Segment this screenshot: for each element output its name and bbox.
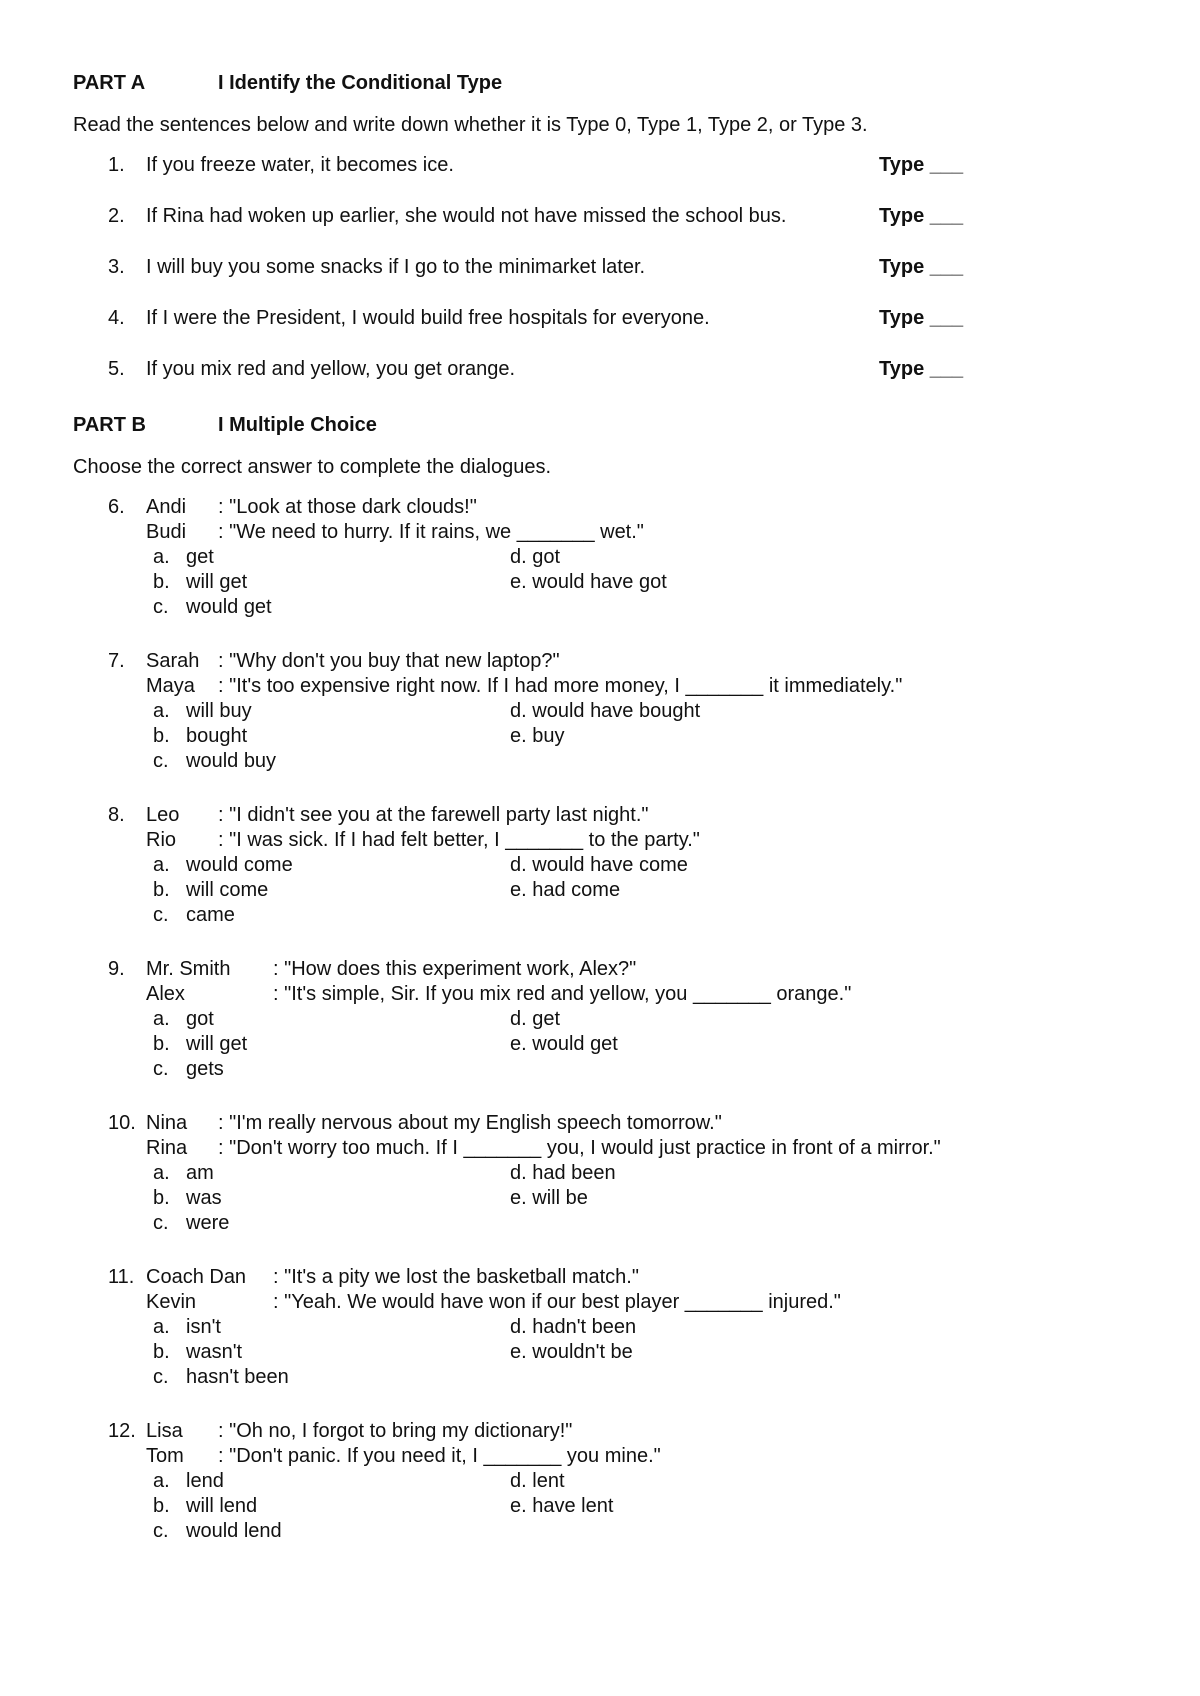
option-d[interactable] [510, 546, 560, 569]
speaker-name: Sarah [146, 650, 200, 672]
part-b-heading [73, 414, 1133, 440]
option-text: wasn't [186, 1341, 243, 1363]
item-sentence: If I were the President, I would build free hospitals for everyone. [146, 307, 710, 329]
option-text: would have got [532, 571, 667, 593]
dialogue-line: : "It's a pity we lost the basketball match." [273, 1266, 639, 1288]
option-text: am [186, 1162, 214, 1184]
option-a[interactable] [153, 700, 252, 723]
option-letter: e. [510, 1187, 533, 1209]
option-text: will buy [186, 700, 252, 722]
option-text: were [186, 1212, 230, 1234]
option-text: gets [186, 1058, 224, 1080]
question-number: 12. [108, 1420, 136, 1442]
item-number: 3. [108, 256, 125, 278]
part-b-section [73, 414, 1133, 1574]
question-number: 6. [108, 496, 125, 518]
speaker-name: Lisa [146, 1420, 183, 1442]
speaker-name: Alex [146, 983, 185, 1005]
option-letter: c. [153, 596, 169, 618]
option-c[interactable] [153, 596, 272, 619]
option-d[interactable] [510, 1008, 560, 1031]
item-number: 5. [108, 358, 125, 380]
option-a[interactable] [153, 1316, 221, 1339]
question-block [73, 958, 1133, 1112]
dialogue-line: : "Don't worry too much. If I _______ you, I would just practice in front of a mirror." [218, 1137, 941, 1159]
part-a-title: I Identify the Conditional Type [218, 72, 503, 94]
option-text: buy [532, 725, 565, 747]
part-a-item [73, 307, 1133, 333]
item-number: 1. [108, 154, 125, 176]
dialogue-line: : "Yeah. We would have won if our best player _______ injured." [273, 1291, 841, 1313]
option-letter: c. [153, 1366, 169, 1388]
option-letter: b. [153, 725, 170, 747]
speaker-name: Rina [146, 1137, 188, 1159]
option-c[interactable] [153, 1212, 229, 1235]
option-text: would get [186, 596, 272, 618]
option-text: was [186, 1187, 222, 1209]
option-b[interactable] [153, 1033, 247, 1056]
part-b-instruction: Choose the correct answer to complete the dialogues. [73, 456, 552, 478]
option-text: will lend [186, 1495, 258, 1517]
option-letter: b. [153, 1341, 170, 1363]
option-letter: b. [153, 571, 170, 593]
dialogue-line: : "How does this experiment work, Alex?" [273, 958, 637, 980]
option-letter: b. [153, 1033, 170, 1055]
option-letter: e. [510, 571, 533, 593]
option-text: got [532, 546, 561, 568]
option-text: bought [186, 725, 248, 747]
part-a-item [73, 256, 1133, 282]
dialogue-line: : "We need to hurry. If it rains, we _______ wet." [218, 521, 644, 543]
option-e[interactable] [510, 725, 565, 748]
question-block [73, 496, 1133, 650]
option-text: lent [532, 1470, 565, 1492]
part-a-item [73, 154, 1133, 180]
option-d[interactable] [510, 700, 700, 723]
option-letter: e. [510, 725, 533, 747]
option-letter: a. [153, 854, 170, 876]
dialogue-line: : "Look at those dark clouds!" [218, 496, 477, 518]
option-letter: b. [153, 1495, 170, 1517]
option-text: will come [186, 879, 269, 901]
question-number: 10. [108, 1112, 136, 1134]
option-text: get [186, 546, 214, 568]
part-a-list [73, 154, 1133, 414]
option-text: got [186, 1008, 214, 1030]
option-text: will be [532, 1187, 588, 1209]
option-letter: d. [510, 854, 533, 876]
option-text: would have come [532, 854, 688, 876]
option-b[interactable] [153, 1495, 257, 1518]
option-letter: e. [510, 879, 533, 901]
dialogue-line: : "I'm really nervous about my English speech tomorrow." [218, 1112, 722, 1134]
type-answer-blank[interactable]: Type ___ [879, 205, 964, 227]
option-text: have lent [532, 1495, 614, 1517]
option-c[interactable] [153, 750, 276, 773]
option-a[interactable] [153, 546, 214, 569]
option-letter: a. [153, 1162, 170, 1184]
dialogue-line: : "I was sick. If I had felt better, I _______ to the party." [218, 829, 700, 851]
option-text: had been [532, 1162, 616, 1184]
option-c[interactable] [153, 1058, 224, 1081]
option-text: lend [186, 1470, 224, 1492]
option-letter: c. [153, 1058, 169, 1080]
option-text: would buy [186, 750, 277, 772]
type-answer-blank[interactable]: Type ___ [879, 358, 964, 380]
option-letter: e. [510, 1033, 533, 1055]
option-text: get [532, 1008, 561, 1030]
option-text: hasn't been [186, 1366, 289, 1388]
type-answer-blank[interactable]: Type ___ [879, 307, 964, 329]
question-number: 9. [108, 958, 125, 980]
option-letter: c. [153, 1212, 169, 1234]
option-e[interactable] [510, 879, 620, 902]
option-text: hadn't been [532, 1316, 637, 1338]
option-a[interactable] [153, 1470, 224, 1493]
item-sentence: If you mix red and yellow, you get orange. [146, 358, 516, 380]
dialogue-line: : "It's simple, Sir. If you mix red and yellow, you _______ orange." [273, 983, 852, 1005]
question-block [73, 1112, 1133, 1266]
option-letter: a. [153, 700, 170, 722]
option-b[interactable] [153, 1341, 242, 1364]
type-answer-blank[interactable]: Type ___ [879, 256, 964, 278]
option-e[interactable] [510, 1341, 633, 1364]
part-b-title: I Multiple Choice [218, 414, 377, 436]
option-text: isn't [186, 1316, 221, 1338]
option-letter: d. [510, 700, 533, 722]
part-b-label: PART B [73, 414, 146, 436]
option-letter: e. [510, 1341, 533, 1363]
option-b[interactable] [153, 1187, 222, 1210]
part-a-item [73, 205, 1133, 231]
speaker-name: Leo [146, 804, 180, 826]
part-a-heading [73, 72, 1133, 98]
dialogue-line: : "Don't panic. If you need it, I _______ you mine." [218, 1445, 661, 1467]
dialogue-line: : "It's too expensive right now. If I had more money, I _______ it immediately." [218, 675, 903, 697]
option-letter: c. [153, 750, 169, 772]
option-a[interactable] [153, 1162, 214, 1185]
question-block [73, 804, 1133, 958]
speaker-name: Andi [146, 496, 187, 518]
option-c[interactable] [153, 1366, 289, 1389]
option-text: will get [186, 1033, 248, 1055]
speaker-name: Kevin [146, 1291, 197, 1313]
speaker-name: Maya [146, 675, 195, 697]
speaker-name: Mr. Smith [146, 958, 231, 980]
option-letter: d. [510, 1008, 533, 1030]
speaker-name: Tom [146, 1445, 184, 1467]
item-sentence: I will buy you some snacks if I go to the minimarket later. [146, 256, 646, 278]
speaker-name: Rio [146, 829, 177, 851]
part-a-instruction: Read the sentences below and write down whether it is Type 0, Type 1, Type 2, or Type 3. [73, 114, 868, 136]
speaker-name: Nina [146, 1112, 188, 1134]
question-block [73, 1266, 1133, 1420]
dialogue-line: : "I didn't see you at the farewell party last night." [218, 804, 649, 826]
option-letter: c. [153, 1520, 169, 1542]
option-letter: b. [153, 879, 170, 901]
part-a-label: PART A [73, 72, 146, 94]
option-e[interactable] [510, 1495, 613, 1518]
question-number: 8. [108, 804, 125, 826]
option-text: came [186, 904, 235, 926]
question-block [73, 650, 1133, 804]
option-b[interactable] [153, 571, 247, 594]
speaker-name: Coach Dan [146, 1266, 247, 1288]
item-sentence: If Rina had woken up earlier, she would not have missed the school bus. [146, 205, 787, 227]
option-letter: a. [153, 546, 170, 568]
option-d[interactable] [510, 1162, 616, 1185]
question-number: 7. [108, 650, 125, 672]
option-letter: d. [510, 546, 533, 568]
option-letter: b. [153, 1187, 170, 1209]
part-b-questions [73, 496, 1133, 1574]
option-letter: a. [153, 1316, 170, 1338]
option-letter: a. [153, 1008, 170, 1030]
option-a[interactable] [153, 854, 293, 877]
option-d[interactable] [510, 1316, 636, 1339]
item-number: 2. [108, 205, 125, 227]
option-a[interactable] [153, 1008, 214, 1031]
option-text: had come [532, 879, 621, 901]
option-b[interactable] [153, 725, 247, 748]
question-number: 11. [108, 1266, 135, 1288]
option-text: will get [186, 571, 248, 593]
option-d[interactable] [510, 854, 688, 877]
option-letter: d. [510, 1470, 533, 1492]
dialogue-line: : "Why don't you buy that new laptop?" [218, 650, 560, 672]
option-letter: d. [510, 1162, 533, 1184]
option-e[interactable] [510, 1033, 618, 1056]
option-text: would have bought [532, 700, 701, 722]
option-c[interactable] [153, 1520, 282, 1543]
part-a-item [73, 358, 1133, 384]
item-sentence: If you freeze water, it becomes ice. [146, 154, 454, 176]
worksheet-page [73, 72, 1133, 1574]
option-e[interactable] [510, 571, 667, 594]
option-e[interactable] [510, 1187, 588, 1210]
option-letter: e. [510, 1495, 533, 1517]
option-letter: c. [153, 904, 169, 926]
option-c[interactable] [153, 904, 235, 927]
item-number: 4. [108, 307, 125, 329]
option-text: wouldn't be [532, 1341, 633, 1363]
option-letter: a. [153, 1470, 170, 1492]
option-text: would come [186, 854, 293, 876]
speaker-name: Budi [146, 521, 187, 543]
option-text: would get [532, 1033, 618, 1055]
option-text: would lend [186, 1520, 282, 1542]
dialogue-line: : "Oh no, I forgot to bring my dictionary!" [218, 1420, 573, 1442]
option-letter: d. [510, 1316, 533, 1338]
option-d[interactable] [510, 1470, 565, 1493]
type-answer-blank[interactable]: Type ___ [879, 154, 964, 176]
question-block [73, 1420, 1133, 1574]
option-b[interactable] [153, 879, 268, 902]
